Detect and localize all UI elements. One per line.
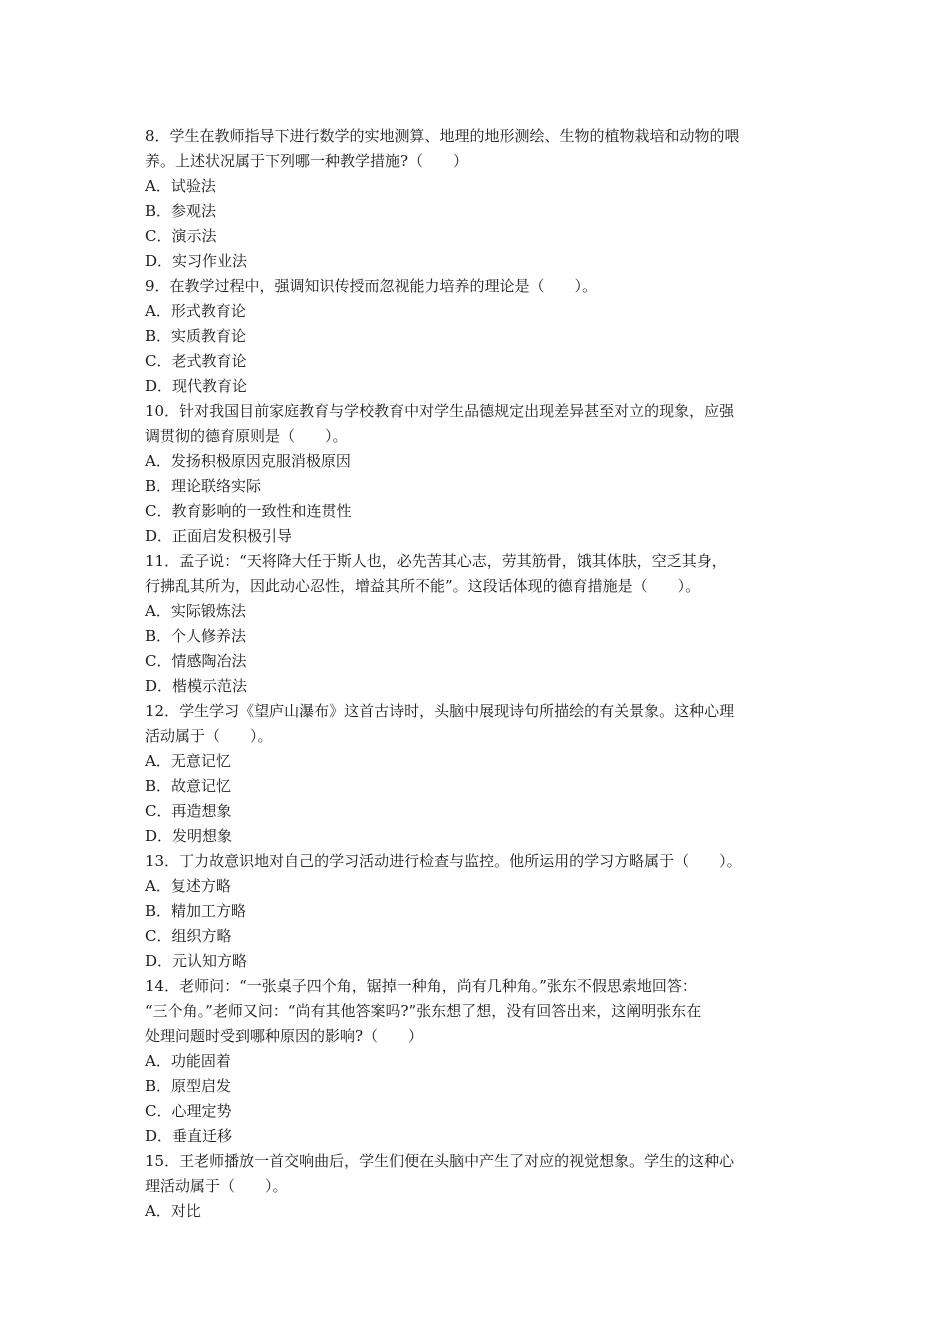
question-15 — [145, 1149, 815, 1224]
option-b: B．实质教育论 — [145, 327, 247, 345]
option-a: A．无意记忆 — [145, 752, 231, 770]
question-stem-line: 10．针对我国目前家庭教育与学校教育中对学生品德规定出现差异甚至对立的现象，应强 — [145, 402, 735, 420]
option-d: D．垂直迁移 — [145, 1127, 233, 1145]
option-b: B．理论联络实际 — [145, 477, 262, 495]
question-stem-line: 15．王老师播放一首交响曲后，学生们便在头脑中产生了对应的视觉想象。学生的这种心 — [145, 1152, 735, 1170]
question-stem-line: 处理问题时受到哪种原因的影响?（ ） — [145, 1027, 424, 1045]
option-a: A．复述方略 — [145, 877, 231, 895]
option-d: D．实习作业法 — [145, 252, 248, 270]
option-c: C．再造想象 — [145, 802, 232, 820]
option-a: A．试验法 — [145, 177, 216, 195]
option-d: D．正面启发积极引导 — [145, 527, 293, 545]
option-b: B．精加工方略 — [145, 902, 247, 920]
option-b: B．故意记忆 — [145, 777, 232, 795]
question-stem-line: 11．孟子说：“天将降大任于斯人也，必先苦其心志，劳其筋骨，饿其体肤，空乏其身， — [145, 552, 727, 570]
option-a: A．实际锻炼法 — [145, 602, 246, 620]
option-c: C．教育影响的一致性和连贯性 — [145, 502, 352, 520]
option-a: A．形式教育论 — [145, 302, 246, 320]
question-14 — [145, 974, 815, 1149]
option-d: D．元认知方略 — [145, 952, 248, 970]
question-stem-line: 12．学生学习《望庐山瀑布》这首古诗时，头脑中展现诗句所描绘的有关景象。这种心理 — [145, 702, 735, 720]
question-stem-line: “三个角。”老师又问：“尚有其他答案吗?”张东想了想，没有回答出来，这阐明张东在 — [145, 1002, 702, 1020]
question-8 — [145, 124, 815, 274]
option-a: A．发扬积极原因克服消极原因 — [145, 452, 351, 470]
question-stem-line: 14．老师问：“一张桌子四个角，锯掉一种角，尚有几种角。”张东不假思索地回答： — [145, 977, 697, 995]
document-page — [145, 124, 815, 1224]
question-11 — [145, 549, 815, 699]
option-c: C．老式教育论 — [145, 352, 247, 370]
question-stem-line: 13．丁力故意识地对自己的学习活动进行检查与监控。他所运用的学习方略属于（ ）。 — [145, 852, 742, 870]
question-stem-line: 8．学生在教师指导下进行数学的实地测算、地理的地形测绘、生物的植物栽培和动物的喂 — [145, 127, 740, 145]
question-9 — [145, 274, 815, 399]
question-stem-line: 活动属于（ ）。 — [145, 727, 273, 745]
option-b: B．参观法 — [145, 202, 217, 220]
question-stem-line: 调贯彻的德育原则是（ ）。 — [145, 427, 348, 445]
option-d: D．楷模示范法 — [145, 677, 248, 695]
option-c: C．演示法 — [145, 227, 217, 245]
option-c: C．心理定势 — [145, 1102, 232, 1120]
question-13 — [145, 849, 815, 974]
option-b: B．原型启发 — [145, 1077, 232, 1095]
option-c: C．情感陶冶法 — [145, 652, 247, 670]
question-12 — [145, 699, 815, 849]
question-stem-line: 行拂乱其所为，因此动心忍性，增益其所不能”。这段话体现的德育措施是（ ）。 — [145, 577, 701, 595]
option-a: A．对比 — [145, 1202, 201, 1220]
option-b: B．个人修养法 — [145, 627, 247, 645]
question-stem-line: 9．在教学过程中，强调知识传授而忽视能力培养的理论是（ ）。 — [145, 277, 598, 295]
option-d: D．发明想象 — [145, 827, 233, 845]
option-a: A．功能固着 — [145, 1052, 231, 1070]
question-10 — [145, 399, 815, 549]
question-stem-line: 养。上述状况属于下列哪一种教学措施?（ ） — [145, 152, 469, 170]
option-d: D．现代教育论 — [145, 377, 248, 395]
option-c: C．组织方略 — [145, 927, 232, 945]
question-stem-line: 理活动属于（ ）。 — [145, 1177, 288, 1195]
